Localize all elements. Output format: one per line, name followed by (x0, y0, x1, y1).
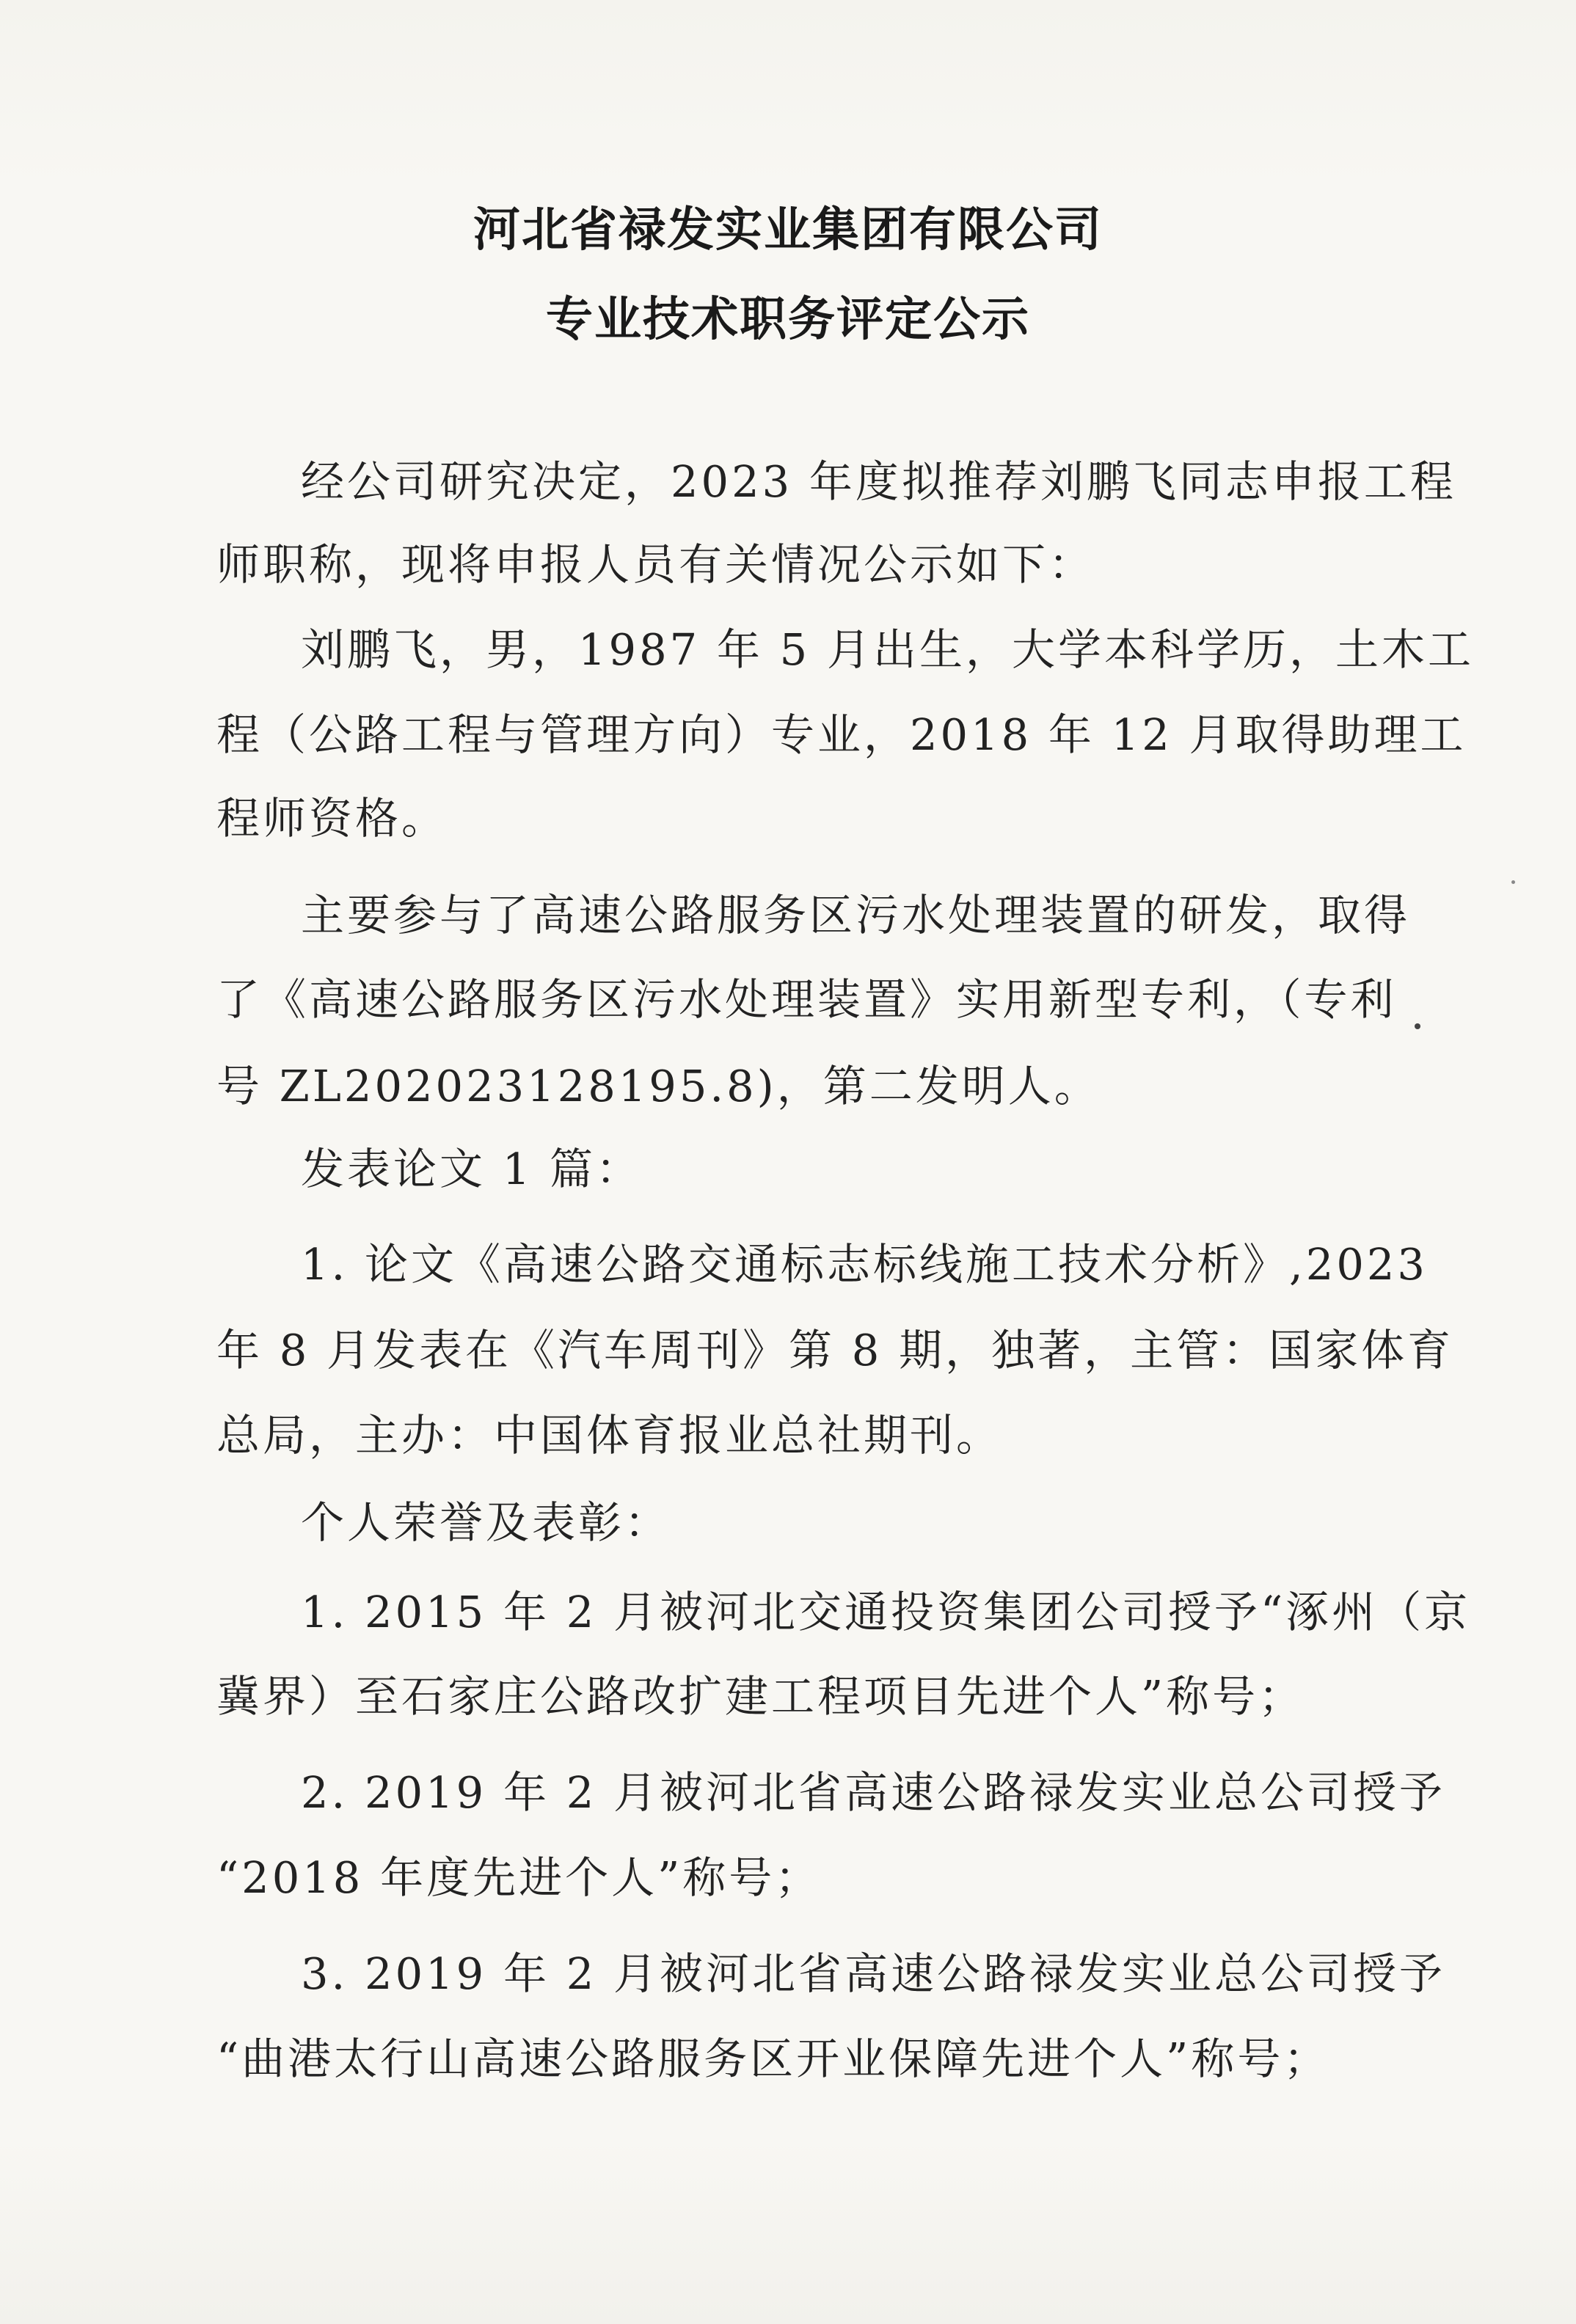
research-line-3: 号 ZL202023128195.8)，第二发明人。 (216, 1061, 1101, 1111)
document-title-line-2: 专业技术职务评定公示 (546, 292, 1030, 347)
papers-heading: 发表论文 1 篇： (301, 1144, 643, 1194)
honor-3-line-2: “曲港太行山高速公路服务区开业保障先进个人”称号； (216, 2034, 1330, 2084)
honor-2-line-1: 2. 2019 年 2 月被河北省高速公路禄发实业总公司授予 (301, 1767, 1445, 1818)
paper-1-line-2: 年 8 月发表在《汽车周刊》第 8 期，独著，主管：国家体育 (216, 1325, 1454, 1375)
honor-2-line-2: “2018 年度先进个人”称号； (216, 1852, 822, 1903)
document-title-line-1: 河北省禄发实业集团有限公司 (473, 202, 1103, 257)
scan-speck (1511, 880, 1515, 884)
intro-line-1: 经公司研究决定，2023 年度拟推荐刘鹏飞同志申报工程 (301, 456, 1456, 507)
research-line-1: 主要参与了高速公路服务区污水处理装置的研发，取得 (301, 890, 1411, 940)
research-line-2: 了《高速公路服务区污水处理装置》实用新型专利，（专利 (216, 974, 1397, 1025)
intro-line-2: 师职称，现将申报人员有关情况公示如下： (216, 539, 1095, 590)
honor-1-line-2: 冀界）至石家庄公路改扩建工程项目先进个人”称号； (216, 1671, 1305, 1722)
paper-1-line-1: 1. 论文《高速公路交通标志标线施工技术分析》,2023 (301, 1239, 1428, 1290)
scan-speck (1415, 1023, 1420, 1029)
paper-1-line-3: 总局，主办：中国体育报业总社期刊。 (216, 1410, 1003, 1461)
profile-line-3: 程师资格。 (216, 793, 448, 844)
honor-3-line-1: 3. 2019 年 2 月被河北省高速公路禄发实业总公司授予 (301, 1948, 1445, 1999)
profile-line-2: 程（公路工程与管理方向）专业，2018 年 12 月取得助理工 (216, 709, 1467, 760)
profile-line-1: 刘鹏飞，男，1987 年 5 月出生，大学本科学历，土木工 (301, 624, 1474, 675)
honors-heading: 个人荣誉及表彰： (301, 1497, 671, 1548)
honor-1-line-1: 1. 2015 年 2 月被河北交通投资集团公司授予“涿州（京 (301, 1587, 1471, 1637)
